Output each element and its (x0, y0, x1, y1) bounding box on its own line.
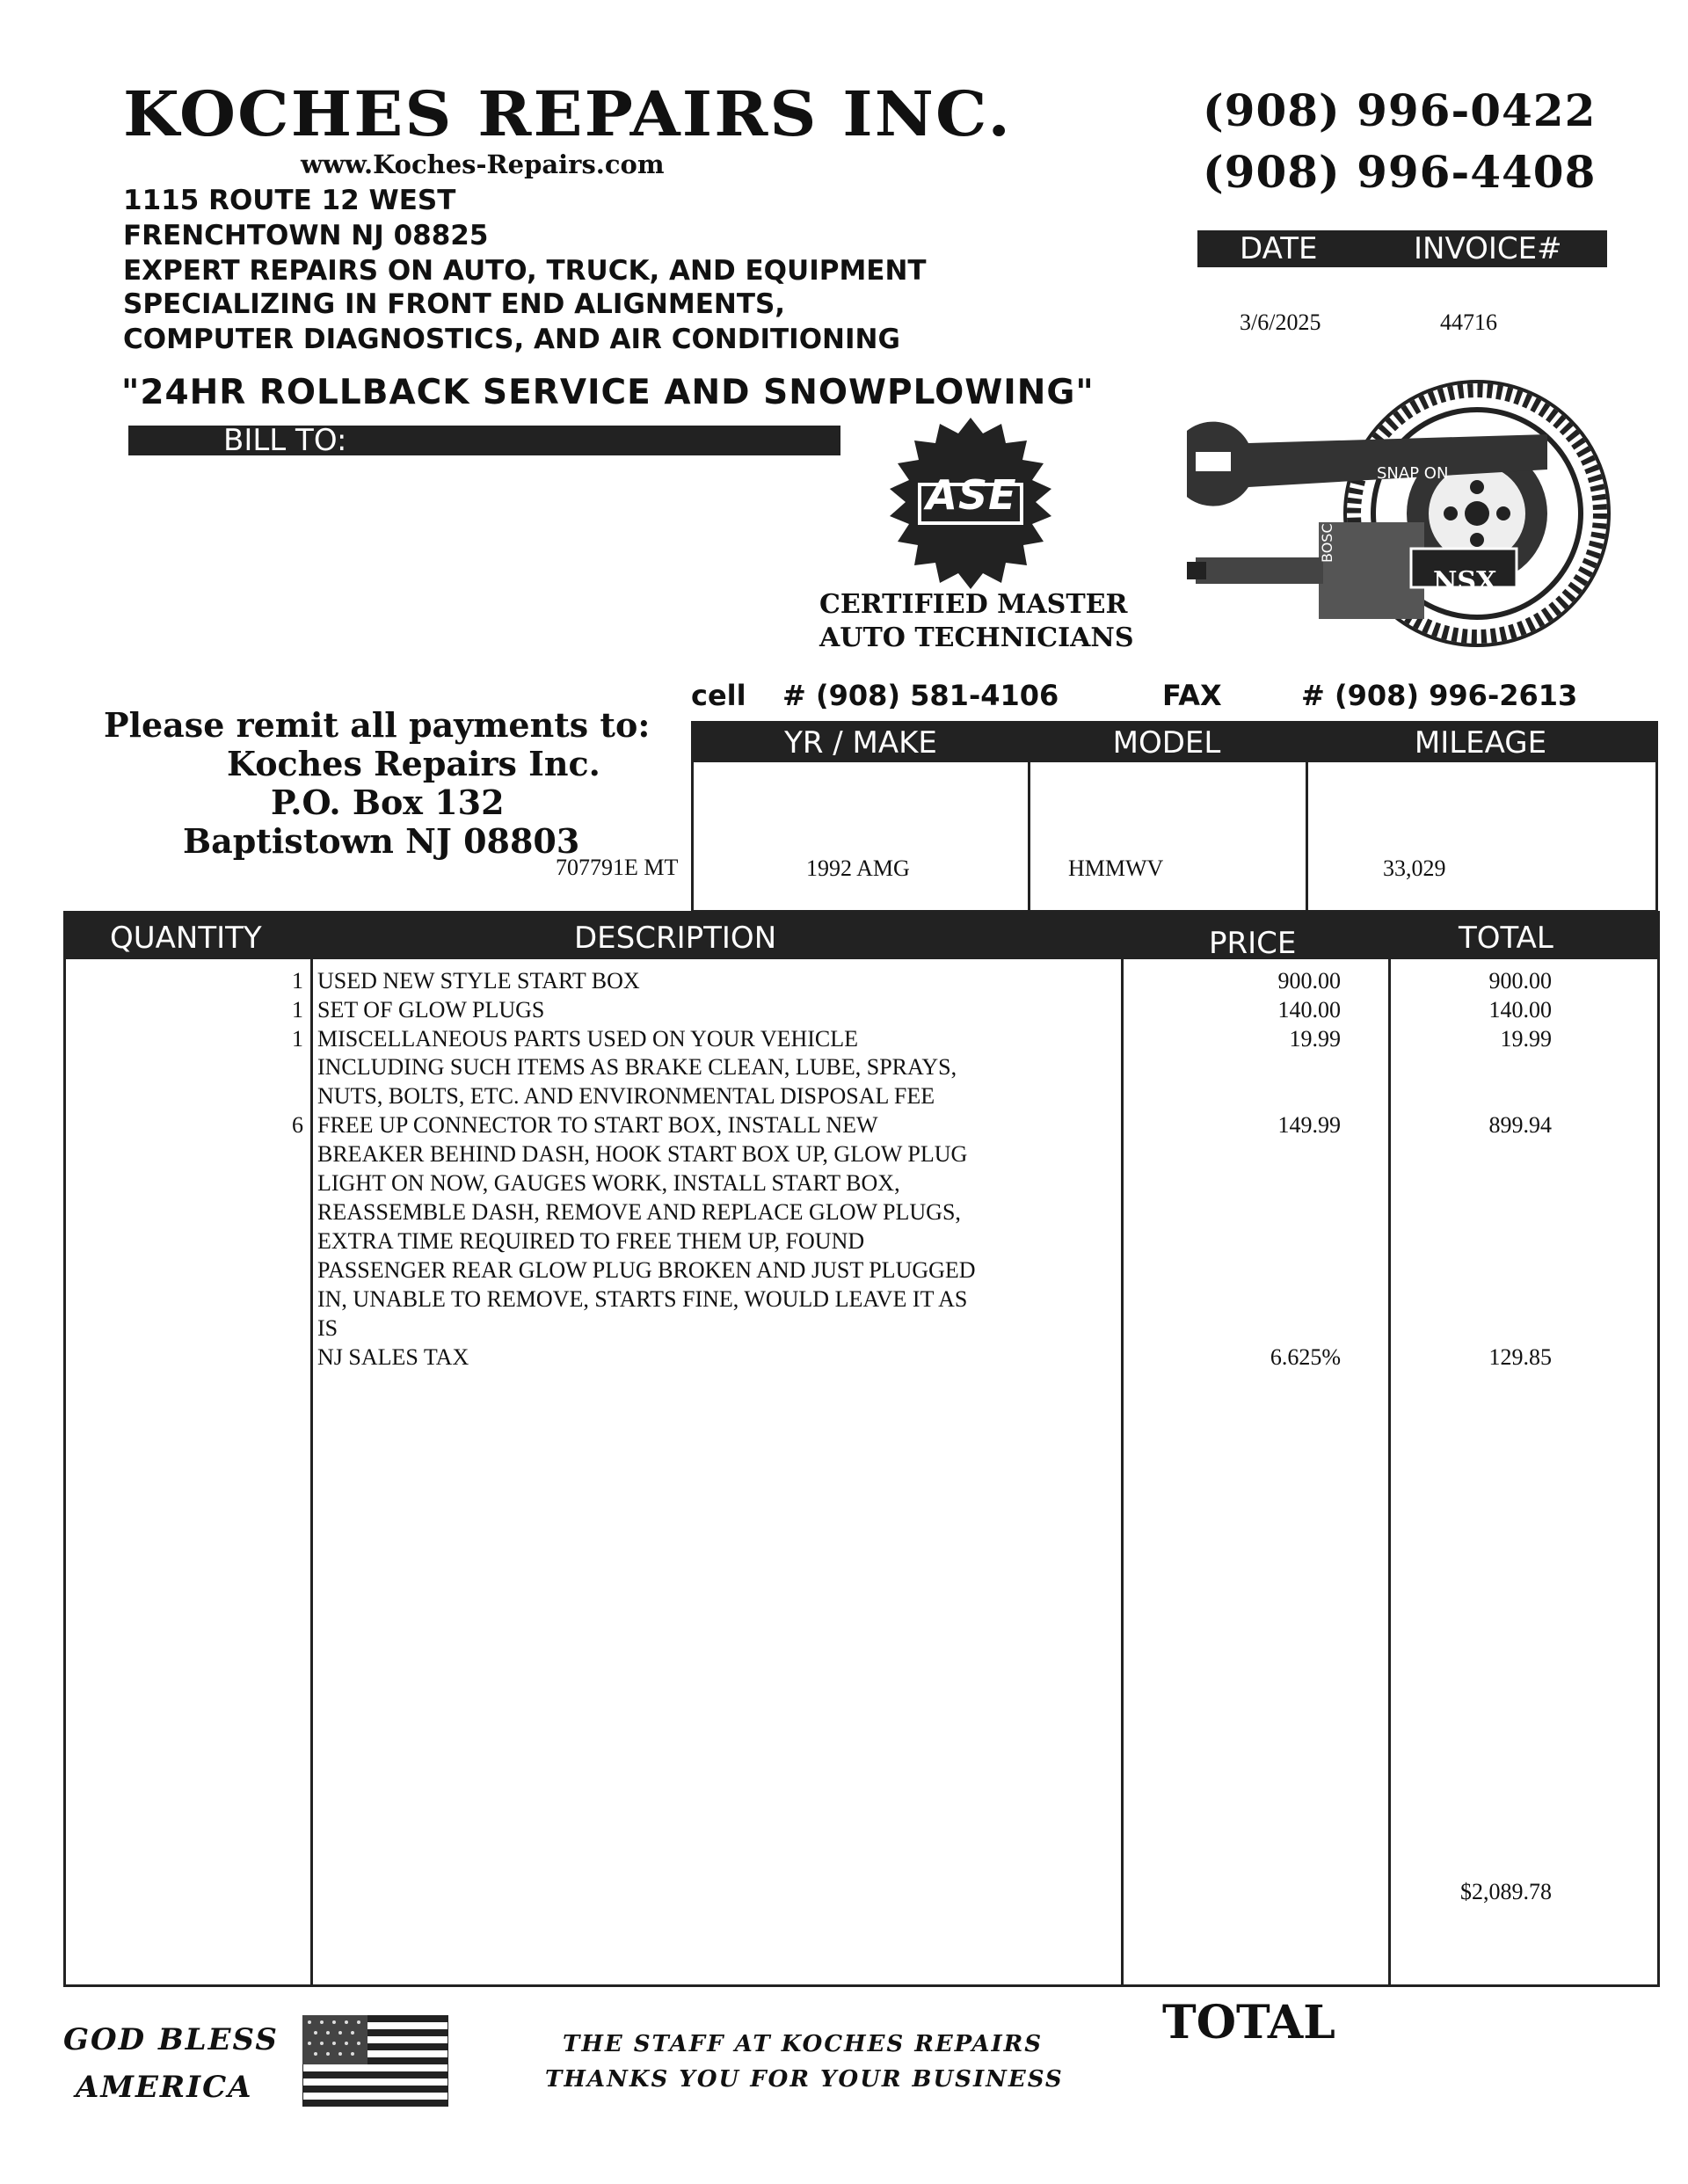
vehicle-divider (1306, 724, 1308, 910)
date-label: DATE (1240, 231, 1318, 266)
company-name: KOCHES REPAIRS INC. (123, 77, 1013, 150)
desc-line: LIGHT ON NOW, GAUGES WORK, INSTALL START BOX, (317, 1170, 900, 1196)
desc-line: USED NEW STYLE START BOX (317, 968, 640, 994)
desc-line: REASSEMBLE DASH, REMOVE AND REPLACE GLOW PLUGS, (317, 1199, 961, 1225)
price-cell: 140.00 (1277, 997, 1341, 1023)
desc-line: MISCELLANEOUS PARTS USED ON YOUR VEHICLE (317, 1026, 859, 1052)
desc-line: IS (317, 1315, 338, 1341)
total-label: TOTAL (1162, 1996, 1335, 2049)
desc-line: EXTRA TIME REQUIRED TO FREE THEM UP, FOUND (317, 1228, 865, 1254)
certified-master-line: CERTIFIED MASTER (819, 589, 1128, 620)
qty-cell: 1 (292, 1026, 303, 1052)
ase-logo-text: ASE (926, 471, 1017, 519)
header-yr-make: YR / MAKE (784, 725, 937, 761)
grand-total-value: $2,089.78 (1460, 1879, 1552, 1904)
price-cell: 6.625% (1270, 1344, 1341, 1370)
desc-line: SET OF GLOW PLUGS (317, 997, 545, 1023)
vehicle-header-row (694, 724, 1655, 762)
column-divider (1121, 959, 1124, 1984)
desc-line: NJ SALES TAX (317, 1344, 469, 1370)
header-mileage: MILEAGE (1414, 725, 1547, 761)
remit-line-3: P.O. Box 132 (271, 783, 505, 822)
total-cell: 129.85 (1488, 1344, 1552, 1370)
header-price: PRICE (1209, 926, 1297, 961)
bill-to-label: BILL TO: (223, 423, 347, 458)
date-invoice-header (1197, 230, 1607, 267)
vehicle-info-box (691, 721, 1658, 913)
header-description: DESCRIPTION (574, 921, 777, 956)
tagline-1: EXPERT REPAIRS ON AUTO, TRUCK, AND EQUIPMENT (123, 255, 927, 287)
desc-line: NUTS, BOLTS, ETC. AND ENVIRONMENTAL DISPOSAL FEE (317, 1083, 935, 1109)
auto-technicians-line: AUTO TECHNICIANS (819, 622, 1134, 653)
cell-number: # (908) 581-4106 (782, 679, 1059, 712)
god-bless-text: GOD BLESS (63, 2022, 279, 2057)
tire-wrench-graphic-icon (1187, 373, 1626, 654)
remit-line-4: Baptistown NJ 08803 (183, 821, 580, 861)
header-total: TOTAL (1459, 921, 1553, 956)
total-cell: 140.00 (1488, 997, 1552, 1023)
rollback-slogan: "24HR ROLLBACK SERVICE AND SNOWPLOWING" (121, 373, 1095, 412)
thanks-line-2: THANKS YOU FOR YOUR BUSINESS (545, 2066, 1064, 2093)
vin-fragment: 707791E MT (556, 855, 679, 880)
table-header-row (66, 914, 1657, 959)
invoice-date: 3/6/2025 (1240, 309, 1321, 335)
nsx-label: NSX (1433, 566, 1497, 597)
phone-1: (908) 996-0422 (1203, 84, 1597, 136)
fax-label: FAX (1162, 679, 1222, 712)
mileage-value: 33,029 (1383, 855, 1446, 881)
invoice-label: INVOICE# (1414, 231, 1562, 266)
desc-line: FREE UP CONNECTOR TO START BOX, INSTALL NEW (317, 1112, 878, 1138)
desc-line: BREAKER BEHIND DASH, HOOK START BOX UP, GLOW PLUG (317, 1141, 968, 1167)
remit-line-1: Please remit all payments to: (104, 705, 651, 745)
desc-line: PASSENGER REAR GLOW PLUG BROKEN AND JUST PLUGGED (317, 1257, 976, 1283)
bill-to-header (128, 423, 840, 458)
qty-cell: 1 (292, 997, 303, 1023)
tagline-2: SPECIALIZING IN FRONT END ALIGNMENTS, (123, 288, 786, 320)
desc-line: IN, UNABLE TO REMOVE, STARTS FINE, WOULD LEAVE IT AS (317, 1286, 968, 1312)
qty-cell: 6 (292, 1112, 303, 1138)
price-cell: 19.99 (1289, 1026, 1341, 1052)
header-model: MODEL (1112, 725, 1221, 761)
snap-on-label: SNAP ON (1377, 464, 1449, 483)
price-cell: 149.99 (1277, 1112, 1341, 1138)
company-website: www.Koches-Repairs.com (301, 149, 665, 179)
column-divider (310, 959, 313, 1984)
fax-number: # (908) 996-2613 (1301, 679, 1578, 712)
bosch-label: BOSCH (1319, 513, 1335, 563)
us-flag-icon (302, 2015, 448, 2107)
total-cell: 19.99 (1500, 1026, 1552, 1052)
model-value: HMMWV (1068, 855, 1164, 881)
qty-cell: 1 (292, 968, 303, 994)
remit-line-2: Koches Repairs Inc. (227, 744, 600, 783)
phone-2: (908) 996-4408 (1203, 146, 1597, 198)
america-text: AMERICA (76, 2070, 253, 2105)
cell-label: cell (691, 679, 746, 712)
desc-line: INCLUDING SUCH ITEMS AS BRAKE CLEAN, LUBE, SPRAYS, (317, 1054, 957, 1080)
total-cell: 899.94 (1488, 1112, 1552, 1138)
price-cell: 900.00 (1277, 968, 1341, 994)
invoice-number: 44716 (1440, 309, 1497, 335)
vehicle-divider (1028, 724, 1030, 910)
yr-make-value: 1992 AMG (806, 855, 910, 881)
total-cell: 900.00 (1488, 968, 1552, 994)
line-items-table (63, 911, 1660, 1987)
thanks-line-1: THE STAFF AT KOCHES REPAIRS (563, 2031, 1044, 2057)
header-quantity: QUANTITY (110, 921, 262, 956)
address-line-1: 1115 ROUTE 12 WEST (123, 185, 456, 216)
tagline-3: COMPUTER DIAGNOSTICS, AND AIR CONDITIONING (123, 324, 900, 355)
address-line-2: FRENCHTOWN NJ 08825 (123, 220, 489, 251)
